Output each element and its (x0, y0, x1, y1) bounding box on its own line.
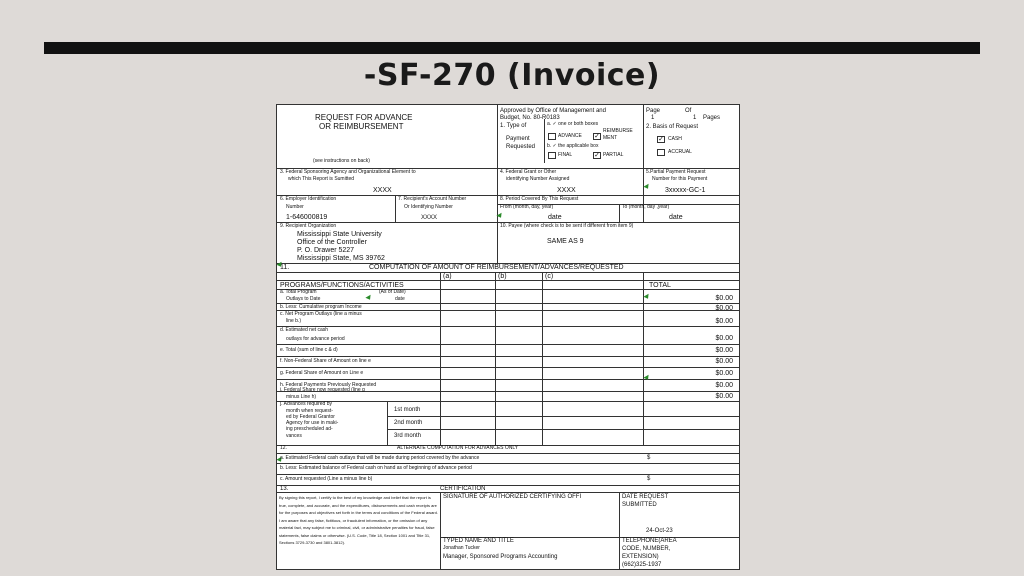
box9-line4: Mississippi State, MS 39762 (297, 255, 385, 262)
column-b-header: (b) (498, 273, 507, 280)
partial-checkbox[interactable]: ✓ (594, 152, 600, 159)
total-label: TOTAL (649, 282, 671, 289)
advance-checkbox[interactable] (548, 133, 556, 140)
box8-from-value: date (548, 214, 562, 221)
box10-value: SAME AS 9 (547, 238, 584, 245)
partial-label: PARTIAL (603, 152, 624, 158)
pages-label: Pages (703, 115, 721, 121)
box9-label: 9. Recipient Organization (280, 223, 337, 229)
row-d-total: $0.00 (715, 335, 733, 342)
reimburse-label-1: REIMBURSE (603, 128, 633, 134)
cash-label: CASH (668, 136, 682, 142)
box7-value: XXXX (421, 215, 438, 221)
omb-line1: Approved by Office of Management and (500, 108, 606, 114)
row-j-label-1: j. Advances required by (280, 401, 332, 407)
payment-b-label: b. ✓ the applicable box (547, 143, 599, 149)
box8-label: 8. Period Covered By This Request (500, 196, 579, 202)
row-j-label-6: vances (286, 433, 302, 439)
basis-label: 2. Basis of Request (646, 124, 699, 130)
cash-checkbox[interactable]: ✓ (658, 136, 664, 143)
cell-comment-marker (643, 184, 650, 190)
box3-label-2: which This Report is Sumitted (288, 176, 355, 182)
row-d-label-2: outlays for advance period (286, 336, 345, 342)
payment-a-label: a. ✓ one or both boxes (547, 121, 599, 127)
box5-value: 3xxxxx-GC-1 (665, 187, 706, 194)
row-a-asof-2: date (395, 296, 405, 302)
row-a-total: $0.00 (715, 295, 733, 302)
row-c-total: $0.00 (715, 318, 733, 325)
column-a-header: (a) (443, 273, 452, 280)
row-a-label-1: a. Total Program (280, 289, 317, 295)
alt-row-b: b. Less: Estimated balance of Federal cash on hand as of beginning of advance period (280, 465, 472, 471)
box4-label-1: 4. Federal Grant or Other (500, 169, 557, 175)
box6-value: 1-646000819 (286, 214, 328, 221)
typed-name-label: TYPED NAME AND TITLE (443, 538, 514, 544)
row-b-label: b. Less: Cumulative program Income (280, 304, 362, 310)
payment-type-label-3: Requested (506, 144, 536, 150)
signature-label: SIGNATURE OF AUTHORIZED CERTIFYING OFFI (443, 494, 582, 500)
section13-number: 13. (280, 486, 289, 492)
row-j-label-5: ing prescheduled ad- (286, 426, 333, 432)
telephone-label-2: CODE, NUMBER, (622, 546, 671, 552)
telephone-label-3: EXTENSION) (622, 554, 659, 560)
box8-to-label: To (month, day ,year) (622, 204, 670, 210)
page-number: 1 (651, 115, 655, 121)
box3-label-1: 3. Federal Sponsoring Agency and Organizational Element to (280, 169, 416, 175)
cell-comment-marker (643, 375, 650, 381)
certifier-title: Manager, Sponsored Programs Accounting (443, 554, 558, 560)
final-checkbox[interactable] (548, 152, 556, 159)
row-h-total: $0.00 (715, 382, 733, 389)
accrual-label: ACCRUAL (668, 149, 692, 155)
box5-label-2: Number for this Payment (652, 176, 708, 182)
box5-label-1: 5.Partial Payment Request (646, 169, 706, 175)
box7-label-1: 7. Recipient's Account Number (398, 196, 467, 202)
section12-number: 12. (280, 445, 287, 451)
row-i-total: $0.00 (715, 393, 733, 400)
omb-line2: Budget, No. 80-R0183 (500, 115, 560, 121)
request-title-line2: OR REIMBURSEMENT (319, 122, 404, 131)
row-i-label-2: minus Line h) (286, 394, 317, 400)
box6-label-2: Number (286, 204, 304, 210)
date-request-value: 24-Oct-23 (646, 528, 673, 534)
box8-to-value: date (669, 214, 683, 221)
telephone-value: (662)325-1937 (622, 562, 662, 568)
cell-comment-marker (643, 294, 650, 300)
section12-title: ALTERNATE COMPUTATION FOR ADVANCES ONLY (397, 445, 519, 451)
box9-line1: Mississippi State University (297, 231, 382, 238)
month1-label: 1st month (394, 407, 421, 413)
certification-statement: By signing this report, I certify to the best of my knowledge and belief that the report is true, complete, and accurate, and the expenditures, disbursements and cash receipts are for the purposes and objectives set forth in the terms and conditions of the Federal award. I am aware that any false, fictitious, or fraudulent information, or the omission of any material fact, may subject me to criminal, civil, or administrative penalties for fraud, false statements, false claims or otherwise. (U.S. Code, Title 18, Section 1001 and Title 31, Sections 3729-3730 and 3801-3812). (279, 495, 438, 545)
column-c-header: (c) (545, 273, 554, 280)
alt-row-a-dollar: $ (647, 455, 651, 461)
box7-label-2: Or Identifying Number (404, 204, 453, 210)
box6-label-1: 6. Employer Identification (280, 196, 337, 202)
box9-line2: Office of the Controller (297, 239, 367, 246)
row-g-label: g. Federal Share of Amount on Line e (280, 370, 364, 376)
month2-label: 2nd month (394, 420, 423, 426)
request-title-line1: REQUEST FOR ADVANCE (315, 113, 413, 122)
box8-from-label: From (month, day, year) (500, 204, 554, 210)
accrual-checkbox[interactable] (657, 149, 665, 156)
section11-title: COMPUTATION OF AMOUNT OF REIMBURSEMENT/ADVANCES/REQUESTED (369, 264, 624, 271)
telephone-label-1: TELEPHONE(AREA (622, 538, 677, 544)
date-request-label-1: DATE REQUEST (622, 494, 669, 500)
alt-row-a: a. Estimated Federal cash outlays that will be made during period covered by the advance (280, 455, 480, 461)
reimburse-label-2: MENT (603, 135, 618, 141)
box3-value: XXXX (373, 187, 392, 194)
row-i-label-1: i. Federal Share now requested (line g (280, 387, 365, 393)
section11-number: 11. (280, 264, 290, 271)
section13-title: CERTIFICATION (440, 486, 486, 492)
page-label: Page (646, 108, 661, 114)
pages-number: 1 (693, 115, 697, 121)
row-b-total: $0.00 (715, 305, 733, 312)
title-bar-decoration (44, 42, 980, 54)
row-f-label: f. Non-Federal Share of Amount on line e (280, 358, 371, 364)
cell-comment-marker (365, 295, 372, 301)
row-j-label-4: Agency for use in maki- (286, 420, 339, 426)
month3-label: 3rd month (394, 433, 422, 439)
certifier-name: Jonathan Tucker (443, 545, 480, 551)
row-e-label: e. Total (sum of line c & d) (280, 347, 338, 353)
cell-comment-marker (496, 213, 503, 219)
box10-label: 10. Payee (where check is to be sent if different from item 9) (500, 223, 634, 229)
box4-label-2: identifying Number Assigned (506, 176, 570, 182)
row-g-total: $0.00 (715, 370, 733, 377)
date-request-label-2: SUBMITTED (622, 502, 657, 508)
box9-line3: P. O. Drawer 5227 (297, 247, 355, 254)
alt-row-c-dollar: $ (647, 476, 651, 482)
reimbursement-checkbox[interactable]: ✓ (594, 133, 600, 140)
see-instructions: (see instructions on back) (313, 158, 370, 164)
row-j-label-3: ed by Federal Grantor (286, 414, 335, 420)
box4-value: XXXX (557, 187, 576, 194)
advance-label: ADVANCE (558, 133, 582, 139)
alt-row-c: c. Amount requested (Line a minus line b) (280, 476, 373, 482)
row-j-label-2: month when request- (286, 408, 333, 414)
row-h-label: h. Federal Payments Previously Requested (280, 382, 377, 388)
row-d-label-1: d. Estimated net cash (280, 327, 329, 333)
payment-type-label-2: Payment (506, 136, 530, 142)
slide-title: -SF-270 (Invoice) (363, 58, 661, 93)
payment-type-label-1: 1. Type of (500, 123, 527, 129)
sf270-form (276, 104, 740, 570)
row-a-label-2: Outlays to Date (286, 296, 321, 302)
programs-label: PROGRAMS/FUNCTIONS/ACTIVITIES (280, 282, 404, 289)
row-a-asof-1: (As of Date) (379, 289, 406, 295)
final-label: FINAL (558, 152, 573, 158)
row-c-label-2: line b.) (286, 318, 302, 324)
of-label: Of (685, 108, 692, 114)
row-f-total: $0.00 (715, 358, 733, 365)
row-c-label-1: c. Net Program Outlays (line a minus (280, 311, 362, 317)
row-e-total: $0.00 (715, 347, 733, 354)
